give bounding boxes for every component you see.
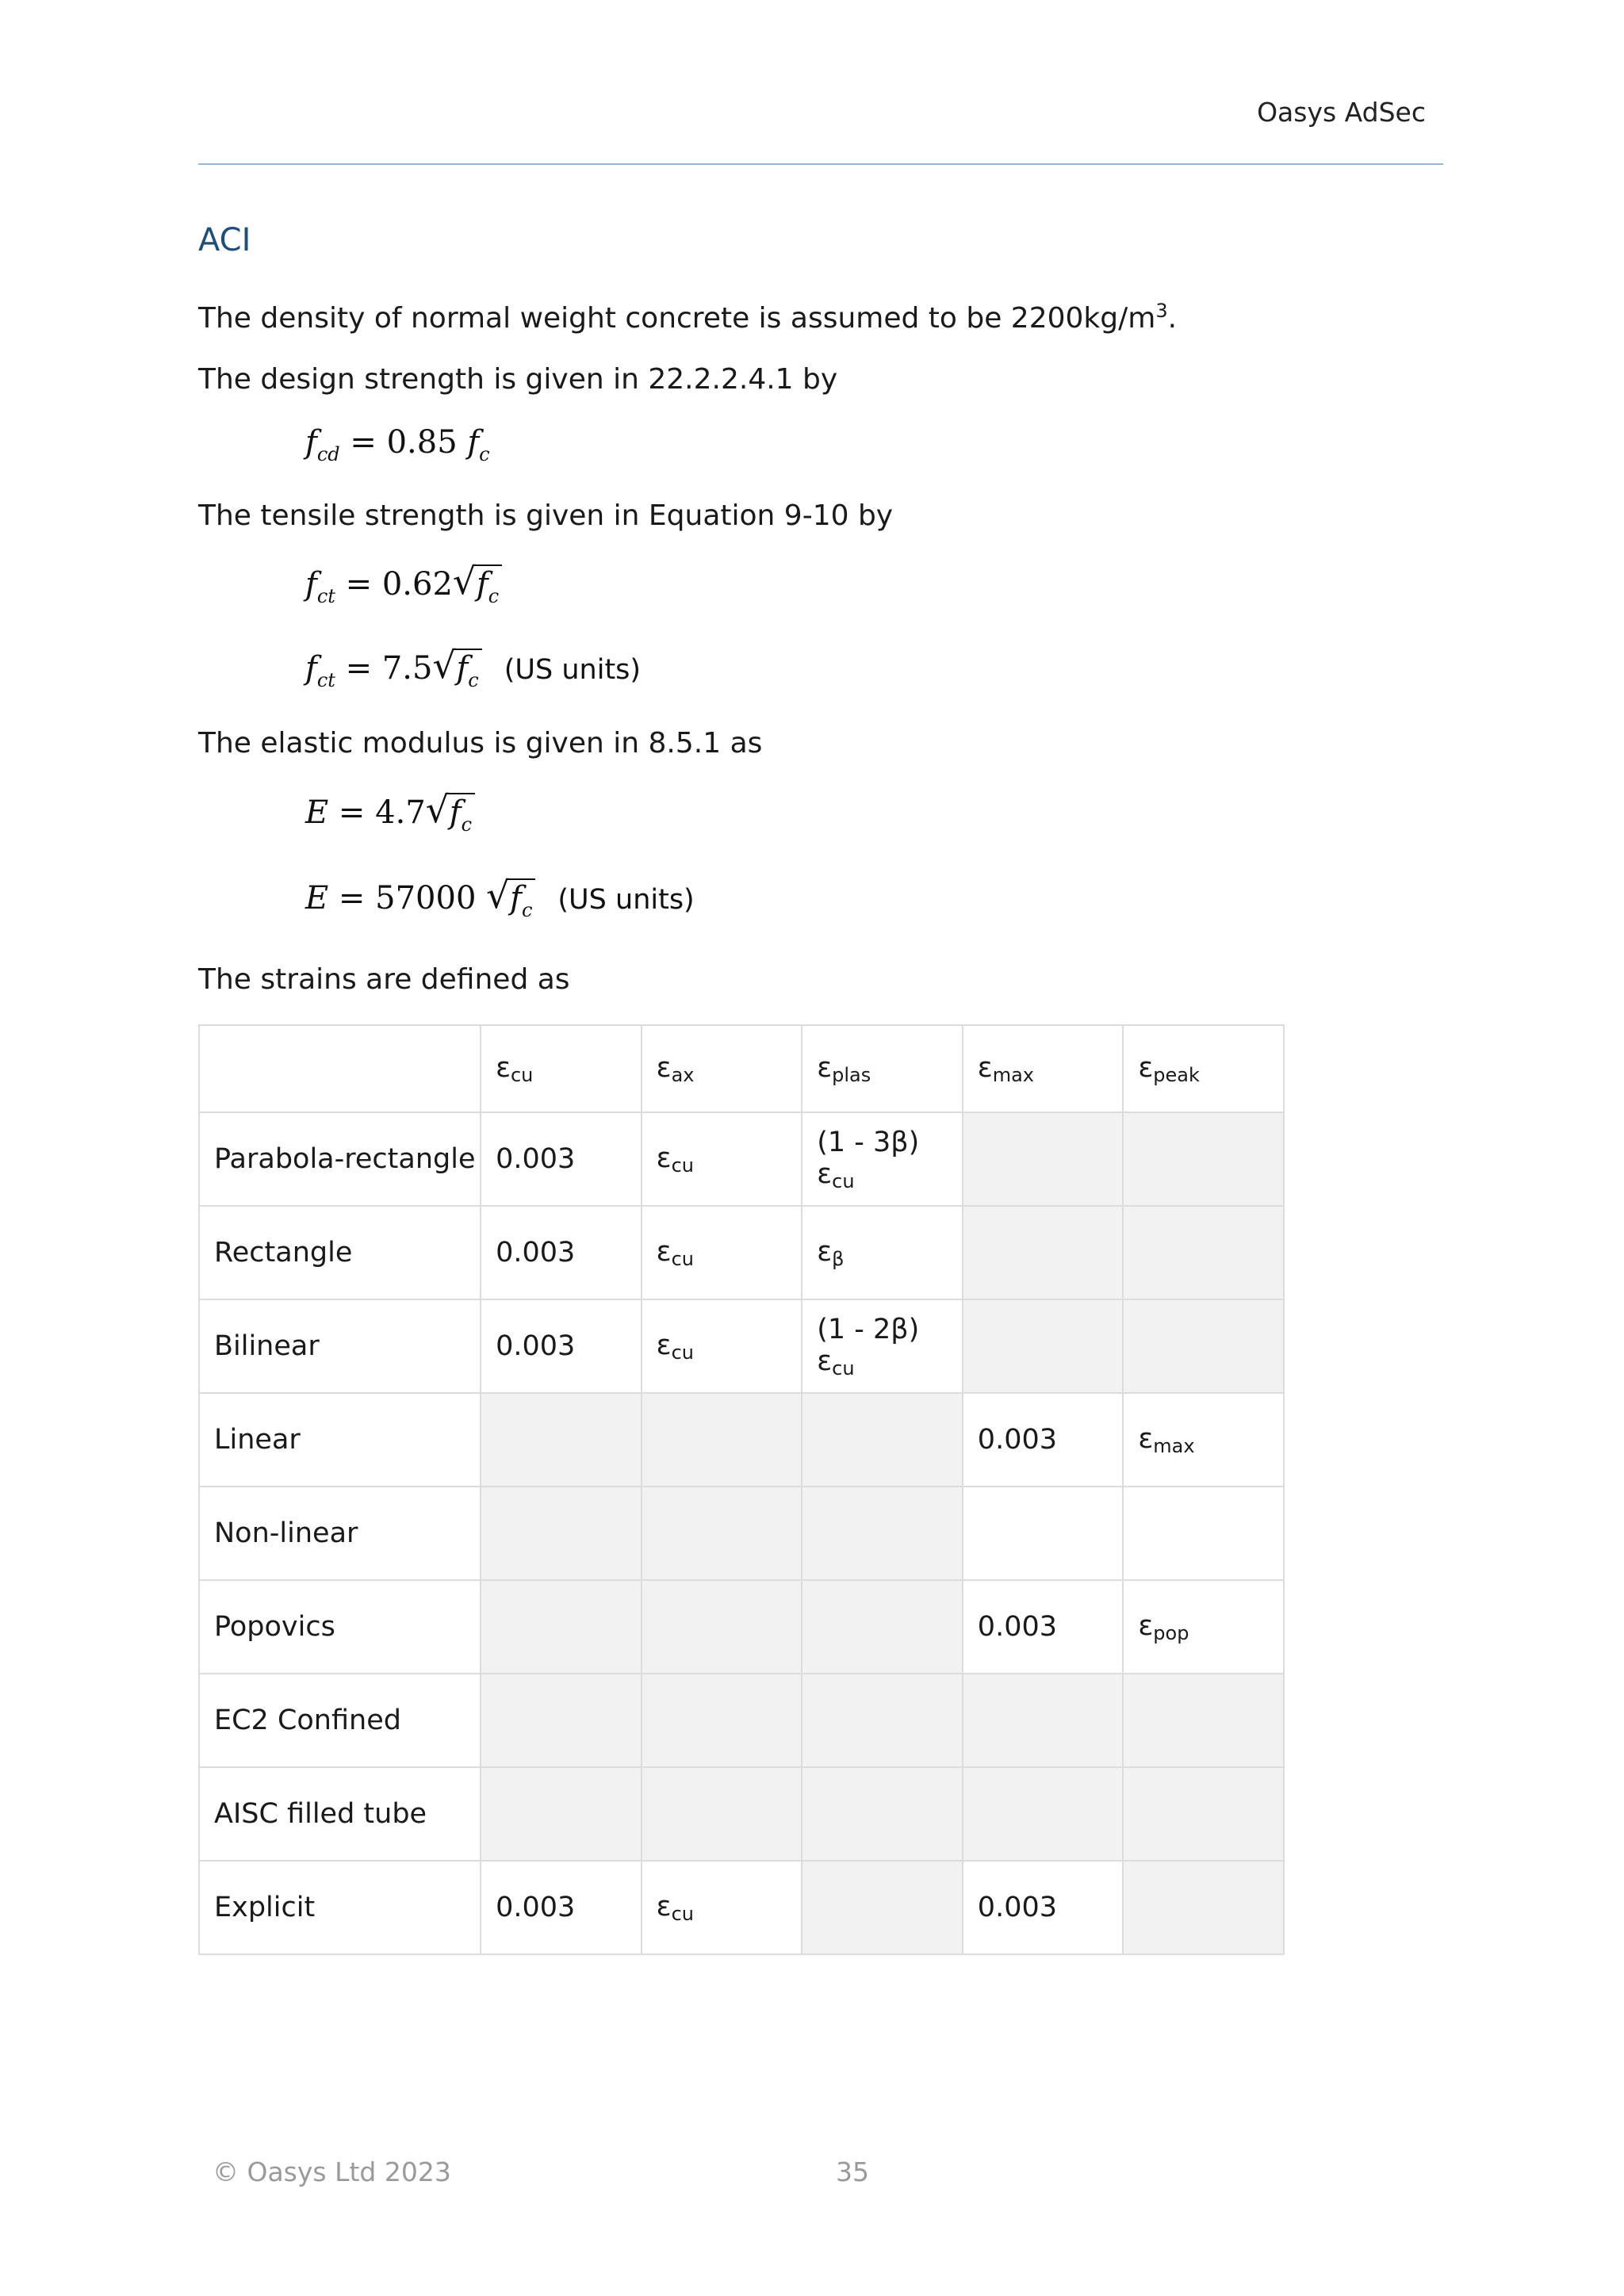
row-label: Popovics bbox=[199, 1580, 481, 1674]
us-units-note: (US units) bbox=[504, 654, 642, 686]
table-cell bbox=[1123, 1393, 1284, 1487]
cell-text: ε bbox=[1138, 1609, 1154, 1642]
eq-fcd-lhs-sub: cd bbox=[316, 443, 340, 465]
us-units-note: (US units) bbox=[557, 884, 695, 916]
cell-text: ε bbox=[496, 1051, 511, 1084]
eq-fct-us-lhs: f bbox=[305, 650, 317, 687]
table-cell bbox=[642, 1393, 802, 1487]
cell-text: (1 - 3β) ε bbox=[817, 1126, 920, 1190]
footer-page-number: 35 bbox=[836, 2156, 869, 2187]
table-row bbox=[199, 1674, 1284, 1767]
cell-subscript: plas bbox=[832, 1063, 871, 1086]
table-header-cell bbox=[802, 1025, 963, 1112]
row-label: Non-linear bbox=[199, 1487, 481, 1580]
eq-fct-us-coeff: = 7.5 bbox=[345, 650, 433, 687]
cell-text: ε bbox=[656, 1890, 672, 1923]
equation-fct-us bbox=[305, 649, 641, 691]
cell-subscript: cu bbox=[671, 1902, 694, 1925]
design-strength-paragraph: The design strength is given in 22.2.2.4.1 by bbox=[198, 363, 838, 396]
table-row bbox=[199, 1861, 1284, 1954]
row-label: Bilinear bbox=[199, 1299, 481, 1393]
sqrt-symbol bbox=[453, 564, 502, 607]
cell-subscript: max bbox=[992, 1063, 1035, 1086]
eq-e-coeff: = 4.7 bbox=[338, 794, 426, 831]
table-cell bbox=[1123, 1206, 1284, 1299]
table-cell bbox=[963, 1206, 1124, 1299]
table-cell bbox=[1123, 1112, 1284, 1206]
eq-fct-var-sub: c bbox=[488, 585, 500, 607]
eq-fcd-coeff: = 0.85 bbox=[350, 424, 458, 461]
cell-text: ε bbox=[1138, 1051, 1154, 1084]
table-cell bbox=[481, 1112, 642, 1206]
cell-text: ε bbox=[656, 1329, 672, 1361]
row-label: Parabola-rectangle bbox=[199, 1112, 481, 1206]
table-cell bbox=[963, 1299, 1124, 1393]
eq-e-var: f bbox=[449, 794, 462, 831]
eq-fct-us-var: f bbox=[456, 650, 469, 687]
table-cell bbox=[1123, 1674, 1284, 1767]
table-cell bbox=[802, 1767, 963, 1861]
equation-e-si bbox=[305, 793, 475, 836]
header-product-name: Oasys AdSec bbox=[1257, 97, 1426, 128]
table-header-cell bbox=[481, 1025, 642, 1112]
table-cell bbox=[481, 1674, 642, 1767]
section-title: ACI bbox=[198, 222, 251, 258]
row-label: Linear bbox=[199, 1393, 481, 1487]
cell-text: 0.003 bbox=[496, 1330, 576, 1362]
sqrt-symbol bbox=[432, 649, 481, 691]
table-cell bbox=[481, 1393, 642, 1487]
equation-fcd bbox=[305, 424, 490, 465]
table-row bbox=[199, 1393, 1284, 1487]
table-cell bbox=[481, 1580, 642, 1674]
footer-copyright: © Oasys Ltd 2023 bbox=[213, 2156, 451, 2187]
eq-fcd-var: f bbox=[467, 424, 480, 461]
density-period: . bbox=[1167, 302, 1178, 335]
table-cell bbox=[963, 1674, 1124, 1767]
eq-e-us-var-sub: c bbox=[521, 899, 533, 921]
table-cell bbox=[963, 1580, 1124, 1674]
eq-fct-lhs-sub: ct bbox=[316, 585, 335, 607]
cell-text: 0.003 bbox=[977, 1892, 1057, 1923]
eq-fcd-var-sub: c bbox=[479, 443, 490, 465]
cell-text: ε bbox=[656, 1235, 672, 1268]
cell-subscript: peak bbox=[1153, 1063, 1200, 1086]
table-row bbox=[199, 1206, 1284, 1299]
table-cell bbox=[642, 1674, 802, 1767]
cell-text: 0.003 bbox=[496, 1892, 576, 1923]
strains-table bbox=[198, 1024, 1285, 1955]
table-cell bbox=[642, 1580, 802, 1674]
cell-subscript: ax bbox=[671, 1063, 695, 1086]
table-cell bbox=[802, 1393, 963, 1487]
cell-subscript: cu bbox=[671, 1341, 694, 1364]
table-cell bbox=[802, 1674, 963, 1767]
table-cell bbox=[802, 1112, 963, 1206]
table-cell bbox=[963, 1112, 1124, 1206]
elastic-modulus-paragraph: The elastic modulus is given in 8.5.1 as bbox=[198, 727, 763, 760]
table-row bbox=[199, 1767, 1284, 1861]
cell-subscript: cu bbox=[671, 1247, 694, 1270]
cell-text: ε bbox=[1138, 1422, 1154, 1455]
table-header-cell bbox=[642, 1025, 802, 1112]
table-cell bbox=[802, 1299, 963, 1393]
cell-text: 0.003 bbox=[496, 1237, 576, 1269]
table-cell bbox=[481, 1206, 642, 1299]
table-header-cell bbox=[1123, 1025, 1284, 1112]
table-cell bbox=[802, 1861, 963, 1954]
table-row bbox=[199, 1299, 1284, 1393]
cell-text: ε bbox=[817, 1051, 833, 1084]
eq-e-us-lhs: E bbox=[305, 880, 329, 916]
eq-e-us-coeff: = 57000 bbox=[338, 880, 477, 916]
eq-fcd-lhs: f bbox=[305, 424, 317, 461]
table-row bbox=[199, 1487, 1284, 1580]
cell-text: ε bbox=[817, 1235, 833, 1268]
row-label: EC2 Confined bbox=[199, 1674, 481, 1767]
table-row bbox=[199, 1580, 1284, 1674]
table-header-cell bbox=[963, 1025, 1124, 1112]
table-cell bbox=[642, 1206, 802, 1299]
table-cell bbox=[642, 1112, 802, 1206]
table-cell bbox=[1123, 1767, 1284, 1861]
eq-e-lhs: E bbox=[305, 794, 329, 831]
table-cell bbox=[481, 1861, 642, 1954]
strains-intro-paragraph: The strains are defined as bbox=[198, 963, 570, 996]
table-cell bbox=[963, 1767, 1124, 1861]
density-text: The density of normal weight concrete is assumed to be 2200kg/m bbox=[198, 302, 1156, 335]
table-cell bbox=[481, 1299, 642, 1393]
eq-fct-us-var-sub: c bbox=[468, 669, 479, 691]
equation-e-us bbox=[305, 878, 695, 921]
table-cell bbox=[963, 1393, 1124, 1487]
cell-subscript: cu bbox=[832, 1169, 855, 1192]
cell-subscript: β bbox=[832, 1247, 845, 1270]
row-label: Rectangle bbox=[199, 1206, 481, 1299]
table-row bbox=[199, 1112, 1284, 1206]
row-label: Explicit bbox=[199, 1861, 481, 1954]
table-cell bbox=[642, 1767, 802, 1861]
header-divider bbox=[198, 163, 1443, 165]
table-cell bbox=[1123, 1580, 1284, 1674]
table-cell bbox=[1123, 1299, 1284, 1393]
cell-text: ε bbox=[977, 1051, 993, 1084]
table-cell bbox=[642, 1487, 802, 1580]
table-cell bbox=[1123, 1861, 1284, 1954]
eq-fct-coeff: = 0.62 bbox=[345, 566, 453, 603]
sqrt-symbol bbox=[486, 878, 535, 921]
table-cell bbox=[802, 1487, 963, 1580]
sqrt-symbol bbox=[426, 793, 475, 836]
table-cell bbox=[642, 1861, 802, 1954]
density-paragraph bbox=[198, 300, 1177, 335]
table-cell bbox=[802, 1206, 963, 1299]
cell-text: ε bbox=[656, 1142, 672, 1174]
eq-e-us-var: f bbox=[510, 880, 522, 916]
eq-fct-var: f bbox=[476, 566, 488, 603]
eq-e-var-sub: c bbox=[461, 813, 473, 836]
equation-fct-si bbox=[305, 564, 502, 607]
eq-fct-lhs: f bbox=[305, 566, 317, 603]
table-cell bbox=[481, 1487, 642, 1580]
table-cell bbox=[1123, 1487, 1284, 1580]
cell-subscript: pop bbox=[1153, 1621, 1189, 1644]
eq-fct-us-lhs-sub: ct bbox=[316, 669, 335, 691]
row-label: AISC filled tube bbox=[199, 1767, 481, 1861]
cell-subscript: cu bbox=[510, 1063, 534, 1086]
table-cell bbox=[642, 1299, 802, 1393]
table-header-row bbox=[199, 1025, 1284, 1112]
table-cell bbox=[963, 1487, 1124, 1580]
cell-text: (1 - 2β) ε bbox=[817, 1313, 920, 1377]
cell-text: ε bbox=[656, 1051, 672, 1084]
cell-text: 0.003 bbox=[977, 1611, 1057, 1643]
table-cell bbox=[963, 1861, 1124, 1954]
cell-text: 0.003 bbox=[977, 1424, 1057, 1456]
tensile-strength-paragraph: The tensile strength is given in Equation 9-10 by bbox=[198, 499, 894, 532]
table-header-cell bbox=[199, 1025, 481, 1112]
cell-text: 0.003 bbox=[496, 1143, 576, 1175]
table-cell bbox=[802, 1580, 963, 1674]
cell-subscript: cu bbox=[832, 1357, 855, 1380]
density-superscript: 3 bbox=[1155, 300, 1168, 322]
cell-subscript: cu bbox=[671, 1154, 694, 1177]
table-cell bbox=[481, 1767, 642, 1861]
cell-subscript: max bbox=[1153, 1434, 1195, 1457]
